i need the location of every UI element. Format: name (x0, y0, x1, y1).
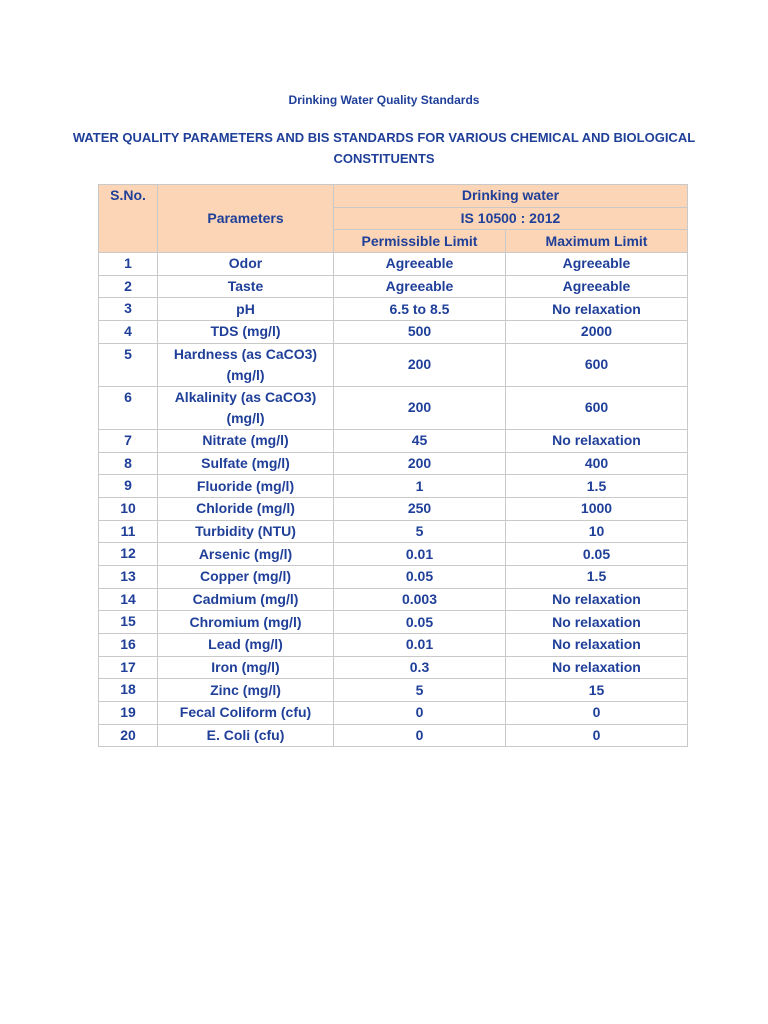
cell-permissible: Agreeable (334, 253, 506, 276)
cell-parameter: E. Coli (cfu) (158, 724, 334, 747)
cell-permissible: 6.5 to 8.5 (334, 298, 506, 321)
cell-parameter: Lead (mg/l) (158, 634, 334, 657)
cell-maximum: No relaxation (506, 429, 688, 452)
cell-maximum: 0 (506, 724, 688, 747)
table-row (99, 275, 688, 298)
cell-permissible: 1 (334, 475, 506, 498)
table-row (99, 475, 688, 498)
cell-maximum: 2000 (506, 321, 688, 344)
cell-sno: 10 (99, 497, 158, 520)
cell-parameter: Hardness (as CaCO3) (mg/l) (158, 343, 334, 386)
cell-parameter: Fecal Coliform (cfu) (158, 702, 334, 725)
table-row (99, 611, 688, 634)
table-row (99, 634, 688, 657)
cell-maximum: 10 (506, 520, 688, 543)
cell-parameter: Arsenic (mg/l) (158, 543, 334, 566)
cell-maximum: No relaxation (506, 611, 688, 634)
cell-sno: 8 (99, 452, 158, 475)
cell-maximum: 15 (506, 679, 688, 702)
cell-parameter: Turbidity (NTU) (158, 520, 334, 543)
cell-sno: 3 (99, 298, 158, 321)
cell-maximum: No relaxation (506, 298, 688, 321)
cell-parameter: Cadmium (mg/l) (158, 588, 334, 611)
cell-maximum: 400 (506, 452, 688, 475)
cell-permissible: 0 (334, 724, 506, 747)
cell-sno: 20 (99, 724, 158, 747)
cell-permissible: 200 (334, 386, 506, 429)
cell-maximum: Agreeable (506, 253, 688, 276)
header-group-line1: Drinking water (334, 185, 688, 208)
cell-sno: 15 (99, 611, 158, 634)
cell-sno: 6 (99, 386, 158, 429)
table-row (99, 702, 688, 725)
cell-sno: 2 (99, 275, 158, 298)
cell-maximum: No relaxation (506, 588, 688, 611)
table-row (99, 253, 688, 276)
cell-permissible: 500 (334, 321, 506, 344)
cell-parameter: Sulfate (mg/l) (158, 452, 334, 475)
cell-sno: 18 (99, 679, 158, 702)
cell-maximum: 1.5 (506, 475, 688, 498)
header-parameters: Parameters (158, 185, 334, 253)
cell-parameter: TDS (mg/l) (158, 321, 334, 344)
table-row (99, 543, 688, 566)
cell-permissible: 0.003 (334, 588, 506, 611)
cell-permissible: 200 (334, 452, 506, 475)
cell-parameter: pH (158, 298, 334, 321)
header-maximum: Maximum Limit (506, 230, 688, 253)
cell-permissible: 200 (334, 343, 506, 386)
table-row (99, 520, 688, 543)
cell-sno: 14 (99, 588, 158, 611)
cell-parameter: Chromium (mg/l) (158, 611, 334, 634)
table-row (99, 724, 688, 747)
table-row (99, 679, 688, 702)
table-row (99, 386, 688, 429)
cell-sno: 1 (99, 253, 158, 276)
cell-permissible: 250 (334, 497, 506, 520)
table-row (99, 497, 688, 520)
table-row (99, 298, 688, 321)
cell-parameter: Zinc (mg/l) (158, 679, 334, 702)
cell-maximum: Agreeable (506, 275, 688, 298)
cell-permissible: 5 (334, 520, 506, 543)
document-subtitle: WATER QUALITY PARAMETERS AND BIS STANDARDS FOR VARIOUS CHEMICAL AND BIOLOGICAL CONSTITUENTS (72, 130, 696, 166)
cell-parameter: Odor (158, 253, 334, 276)
document-title: Drinking Water Quality Standards (288, 93, 480, 107)
table-row (99, 588, 688, 611)
cell-sno: 9 (99, 475, 158, 498)
cell-sno: 19 (99, 702, 158, 725)
cell-maximum: 1000 (506, 497, 688, 520)
cell-permissible: 0.3 (334, 656, 506, 679)
cell-parameter: Copper (mg/l) (158, 565, 334, 588)
table-row (99, 343, 688, 386)
cell-sno: 17 (99, 656, 158, 679)
cell-maximum: No relaxation (506, 634, 688, 657)
cell-sno: 12 (99, 543, 158, 566)
table-row (99, 321, 688, 344)
table-row (99, 565, 688, 588)
table-body (99, 253, 688, 747)
cell-permissible: 0.01 (334, 543, 506, 566)
table-row (99, 656, 688, 679)
cell-sno: 7 (99, 429, 158, 452)
cell-parameter: Nitrate (mg/l) (158, 429, 334, 452)
cell-sno: 4 (99, 321, 158, 344)
cell-parameter: Alkalinity (as CaCO3) (mg/l) (158, 386, 334, 429)
cell-permissible: 0.05 (334, 611, 506, 634)
cell-sno: 16 (99, 634, 158, 657)
cell-permissible: 0.05 (334, 565, 506, 588)
cell-parameter: Taste (158, 275, 334, 298)
table-row (99, 429, 688, 452)
cell-parameter: Fluoride (mg/l) (158, 475, 334, 498)
cell-maximum: 0.05 (506, 543, 688, 566)
table-row (99, 452, 688, 475)
header-permissible: Permissible Limit (334, 230, 506, 253)
cell-parameter: Chloride (mg/l) (158, 497, 334, 520)
cell-parameter: Iron (mg/l) (158, 656, 334, 679)
cell-maximum: 600 (506, 386, 688, 429)
cell-maximum: 1.5 (506, 565, 688, 588)
cell-sno: 11 (99, 520, 158, 543)
cell-maximum: 0 (506, 702, 688, 725)
cell-permissible: 0.01 (334, 634, 506, 657)
cell-permissible: 5 (334, 679, 506, 702)
cell-permissible: 0 (334, 702, 506, 725)
cell-sno: 5 (99, 343, 158, 386)
cell-permissible: Agreeable (334, 275, 506, 298)
cell-maximum: No relaxation (506, 656, 688, 679)
header-group-line2: IS 10500 : 2012 (334, 207, 688, 230)
cell-maximum: 600 (506, 343, 688, 386)
header-sno: S.No. (99, 185, 158, 253)
cell-permissible: 45 (334, 429, 506, 452)
cell-sno: 13 (99, 565, 158, 588)
table-header (99, 185, 688, 253)
standards-table (98, 184, 688, 747)
